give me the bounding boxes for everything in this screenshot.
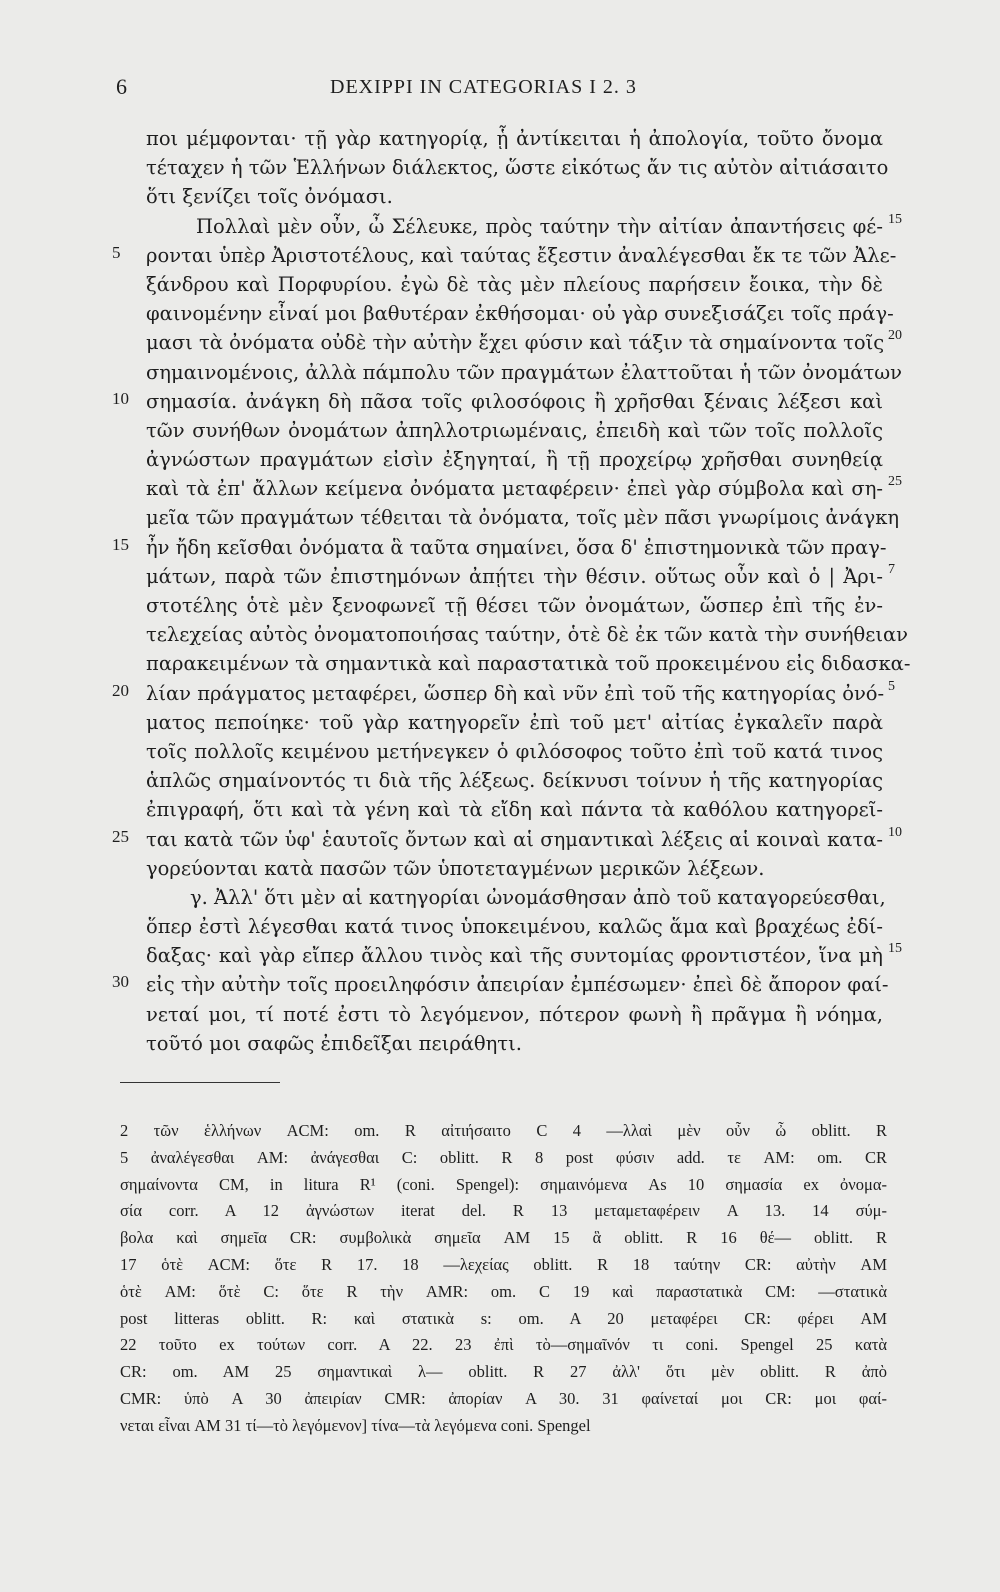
apparatus-line [0, 1118, 1000, 1145]
line-text: δαξας· καὶ γὰρ εἴπερ ἄλλου τινὸς καὶ τῆς συντομίας φροντιστέον, ἵνα μὴ [146, 944, 883, 968]
text-line [0, 416, 1000, 445]
text-line [0, 124, 1000, 153]
line-text: εἰς τὴν αὐτὴν τοῖς προειληφόσιν ἀπειρίαν ἐμπέσωμεν· ἐπεὶ δὲ ἄπορον φαί- [146, 973, 889, 997]
apparatus-text: σία corr. A 12 ἀγνώστων iterat del. R 13 μεταμεταφέρειν A 13. 14 σύμ- [120, 1201, 887, 1221]
apparatus-text: νεται εἶναι AM 31 τί—τὸ λεγόμενον] τίνα—τὰ λεγόμενα coni. Spengel [120, 1415, 591, 1435]
text-line [0, 533, 1000, 562]
apparatus-line [0, 1172, 1000, 1199]
line-text: στοτέλης ὁτὲ μὲν ξενοφωνεῖ τῇ θέσει τῶν ὀνομάτων, ὥσπερ ἐπὶ τῆς ἐν- [146, 594, 883, 617]
line-text: ἀγνώστων πραγμάτων εἰσὶν ἐξηγηταί, ἢ τῇ προχείρῳ χρῆσθαι συνηθείᾳ [146, 448, 883, 472]
text-line [0, 358, 1000, 387]
text-line [0, 474, 1000, 503]
margin-reference: 7 [888, 561, 895, 577]
text-line [0, 649, 1000, 678]
line-text: φαινομένην εἶναί μοι βαθυτέραν ἐκθήσομαι· οὐ γὰρ συνεξισάζει τοῖς πράγ- [146, 302, 894, 326]
text-line [0, 270, 1000, 299]
apparatus-text: σημαίνοντα CM, in litura R¹ (coni. Spengel): σημαινόμενα As 10 σημασία ex ὀνομα- [120, 1174, 887, 1194]
apparatus-text: CMR: ὑπὸ A 30 ἀπειρίαν CMR: ἀπορίαν A 30. 31 φαίνεταί μοι CR: μοι φαί- [120, 1388, 887, 1408]
line-text: ἐπιγραφή, ὅτι καὶ τὰ γένη καὶ τὰ εἴδη καὶ πάντα τὰ καθόλου κατηγορεῖ- [146, 798, 883, 822]
line-number: 20 [112, 680, 129, 700]
text-line [0, 591, 1000, 620]
apparatus-line [0, 1252, 1000, 1279]
text-line [0, 941, 1000, 970]
line-text: ξάνδρου καὶ Πορφυρίου. ἐγὼ δὲ τὰς μὲν πλείους παρήσειν ἔοικα, τὴν δὲ [146, 272, 883, 296]
apparatus-line [0, 1413, 1000, 1440]
page-header [0, 74, 1000, 104]
text-line [0, 387, 1000, 416]
margin-reference: 5 [888, 678, 895, 694]
apparatus-line [0, 1306, 1000, 1333]
line-text: σημασία. ἀνάγκη δὴ πᾶσα τοῖς φιλοσόφοις ἢ χρῆσθαι ξέναις λέξεσι καὶ [146, 389, 883, 413]
line-text: καὶ τὰ ἐπ' ἄλλων κείμενα ὀνόματα μεταφέρειν· ἐπεὶ γὰρ σύμβολα καὶ ση- [146, 477, 883, 501]
line-text: τέταχεν ἡ τῶν Ἑλλήνων διάλεκτος, ὥστε εἰκότως ἄν τις αὐτὸν αἰτιάσαιτο [146, 156, 889, 180]
text-line [0, 445, 1000, 474]
line-text: τελεχείας αὐτὸς ὀνοματοποιήσας ταύτην, ὁτὲ δὲ ἐκ τῶν κατὰ τὴν συνήθειαν [146, 623, 909, 647]
margin-reference: 10 [888, 824, 902, 840]
text-line [0, 562, 1000, 591]
line-number: 30 [112, 972, 129, 992]
text-line [0, 854, 1000, 883]
line-number: 15 [112, 534, 129, 554]
margin-reference: 15 [888, 941, 902, 957]
text-line [0, 679, 1000, 708]
text-line [0, 1000, 1000, 1029]
line-text: ποι μέμφονται· τῇ γὰρ κατηγορίᾳ, ᾗ ἀντίκειται ἡ ἀπολογία, τοῦτο ὄνομα [146, 127, 883, 150]
running-title: DEXIPPI IN CATEGORIAS I 2. 3 [330, 76, 637, 98]
line-text: Πολλαὶ μὲν οὖν, ὦ Σέλευκε, πρὸς ταύτην τὴν αἰτίαν ἀπαντήσεις φέ- [196, 214, 883, 238]
text-line [0, 970, 1000, 999]
line-text: σημαινομένοις, ἀλλὰ πάμπολυ τῶν πραγμάτων ἐλαττοῦται ἡ τῶν ὀνομάτων [146, 360, 903, 384]
line-number: 25 [112, 826, 129, 846]
main-text [0, 124, 1000, 1058]
line-text: γορεύονται κατὰ πασῶν τῶν ὑποτεταγμένων μερικῶν λέξεων. [146, 856, 765, 880]
apparatus-text: βολα καὶ σημεῖα CR: συμβολικὰ σημεῖα AM 15 ἃ oblitt. R 16 θέ— oblitt. R [120, 1228, 887, 1248]
margin-reference: 25 [888, 474, 902, 490]
text-line [0, 153, 1000, 182]
footnote-divider [120, 1082, 280, 1083]
text-line [0, 212, 1000, 241]
apparatus-line [0, 1386, 1000, 1413]
line-text: ἦν ἤδη κεῖσθαι ὀνόματα ἃ ταῦτα σημαίνει, ὅσα δ' ἐπιστημονικὰ τῶν πραγ- [146, 535, 887, 559]
apparatus-text: ὁτὲ AM: ὅτὲ C: ὅτε R τὴν AMR: om. C 19 καὶ παραστατικὰ CM: —στατικὰ [120, 1281, 887, 1301]
text-line [0, 766, 1000, 795]
text-line [0, 912, 1000, 941]
text-line [0, 883, 1000, 912]
line-number: 10 [112, 388, 129, 408]
text-line [0, 182, 1000, 211]
apparatus-text: 5 ἀναλέγεσθαι AM: ἀνάγεσθαι C: oblitt. R 8 post φύσιν add. τε AM: om. CR [120, 1147, 887, 1167]
line-text: τοῦτό μοι σαφῶς ἐπιδεῖξαι πειράθητι. [146, 1031, 522, 1055]
line-text: μασι τὰ ὀνόματα οὐδὲ τὴν αὐτὴν ἔχει φύσιν καὶ τάξιν τὰ σημαίνοντα τοῖς [146, 331, 885, 355]
text-line [0, 241, 1000, 270]
text-line [0, 825, 1000, 854]
line-text: ρονται ὑπὲρ Ἀριστοτέλους, καὶ ταύτας ἔξεστιν ἀναλέγεσθαι ἔκ τε τῶν Ἀλε- [146, 243, 897, 267]
text-line [0, 708, 1000, 737]
apparatus-text: post litteras oblitt. R: καὶ στατικὰ s: om. A 20 μεταφέρει CR: φέρει AM [120, 1308, 887, 1328]
text-line [0, 1029, 1000, 1058]
line-text: μάτων, παρὰ τῶν ἐπιστημόνων ἀπῄτει τὴν θέσιν. οὕτως οὖν καὶ ὁ | Ἀρι- [146, 564, 883, 588]
line-text: τῶν συνήθων ὀνομάτων ἀπηλλοτριωμέναις, ἐπειδὴ καὶ τῶν τοῖς πολλοῖς [146, 418, 883, 442]
line-number: 5 [112, 242, 121, 262]
margin-reference: 20 [888, 328, 902, 344]
text-line [0, 620, 1000, 649]
line-text: ται κατὰ τῶν ὑφ' ἑαυτοῖς ὄντων καὶ αἱ σημαντικαὶ λέξεις αἱ κοιναὶ κατα- [146, 827, 883, 851]
page-number: 6 [116, 74, 127, 99]
line-text: ὅπερ ἐστὶ λέγεσθαι κατά τινος ὑποκειμένου, καλῶς ἅμα καὶ βραχέως ἐδί- [146, 915, 883, 939]
text-line [0, 795, 1000, 824]
apparatus-line [0, 1145, 1000, 1172]
line-text: παρακειμένων τὰ σημαντικὰ καὶ παραστατικὰ τοῦ προκειμένου εἰς διδασκα- [146, 652, 911, 676]
apparatus-line [0, 1332, 1000, 1359]
line-text: ματος πεποίηκε· τοῦ γὰρ κατηγορεῖν ἐπὶ τοῦ μετ' αἰτίας ἐγκαλεῖν παρὰ [146, 710, 883, 734]
text-line [0, 299, 1000, 328]
apparatus-line [0, 1198, 1000, 1225]
line-text: μεῖα τῶν πραγμάτων τέθειται τὰ ὀνόματα, τοῖς μὲν πᾶσι γνωρίμοις ἀνάγκη [146, 506, 900, 530]
apparatus-text: 2 τῶν ἑλλήνων ACM: om. R αἰτιήσαιτο C 4 —λλαὶ μὲν οὖν ὦ oblitt. R [120, 1121, 887, 1140]
critical-apparatus [0, 1118, 1000, 1440]
apparatus-text: CR: om. AM 25 σημαντικαὶ λ— oblitt. R 27 ἀλλ' ὅτι μὲν oblitt. R ἀπὸ [120, 1362, 887, 1382]
line-text: ὅτι ξενίζει τοῖς ὀνόμασι. [146, 185, 393, 209]
apparatus-line [0, 1225, 1000, 1252]
line-text: γ. Ἀλλ' ὅτι μὲν αἱ κατηγορίαι ὠνομάσθησαν ἀπὸ τοῦ καταγορεύεσθαι, [190, 885, 886, 909]
text-line [0, 737, 1000, 766]
text-line [0, 503, 1000, 532]
apparatus-text: 22 τοῦτο ex τούτων corr. A 22. 23 ἐπὶ τὸ—σημαῖνόν τι coni. Spengel 25 κατὰ [120, 1335, 887, 1355]
line-text: ἁπλῶς σημαίνοντός τι διὰ τῆς λέξεως. δείκνυσι τοίνυν ἡ τῆς κατηγορίας [146, 769, 883, 793]
line-text: λίαν πράγματος μεταφέρει, ὥσπερ δὴ καὶ νῦν ἐπὶ τοῦ τῆς κατηγορίας ὀνό- [146, 681, 885, 705]
apparatus-text: 17 ὁτὲ ACM: ὅτε R 17. 18 —λεχείας oblitt. R 18 ταύτην CR: αὐτὴν AM [120, 1254, 887, 1274]
apparatus-line [0, 1359, 1000, 1386]
apparatus-line [0, 1279, 1000, 1306]
line-text: νεταί μοι, τί ποτέ ἐστι τὸ λεγόμενον, πότερον φωνὴ ἢ πρᾶγμα ἢ νόημα, [146, 1002, 883, 1026]
margin-reference: 15 [888, 211, 902, 227]
text-line [0, 328, 1000, 357]
line-text: τοῖς πολλοῖς κειμένου μετήνεγκεν ὁ φιλόσοφος τοῦτο ἐπὶ τοῦ κατά τινος [146, 739, 883, 763]
